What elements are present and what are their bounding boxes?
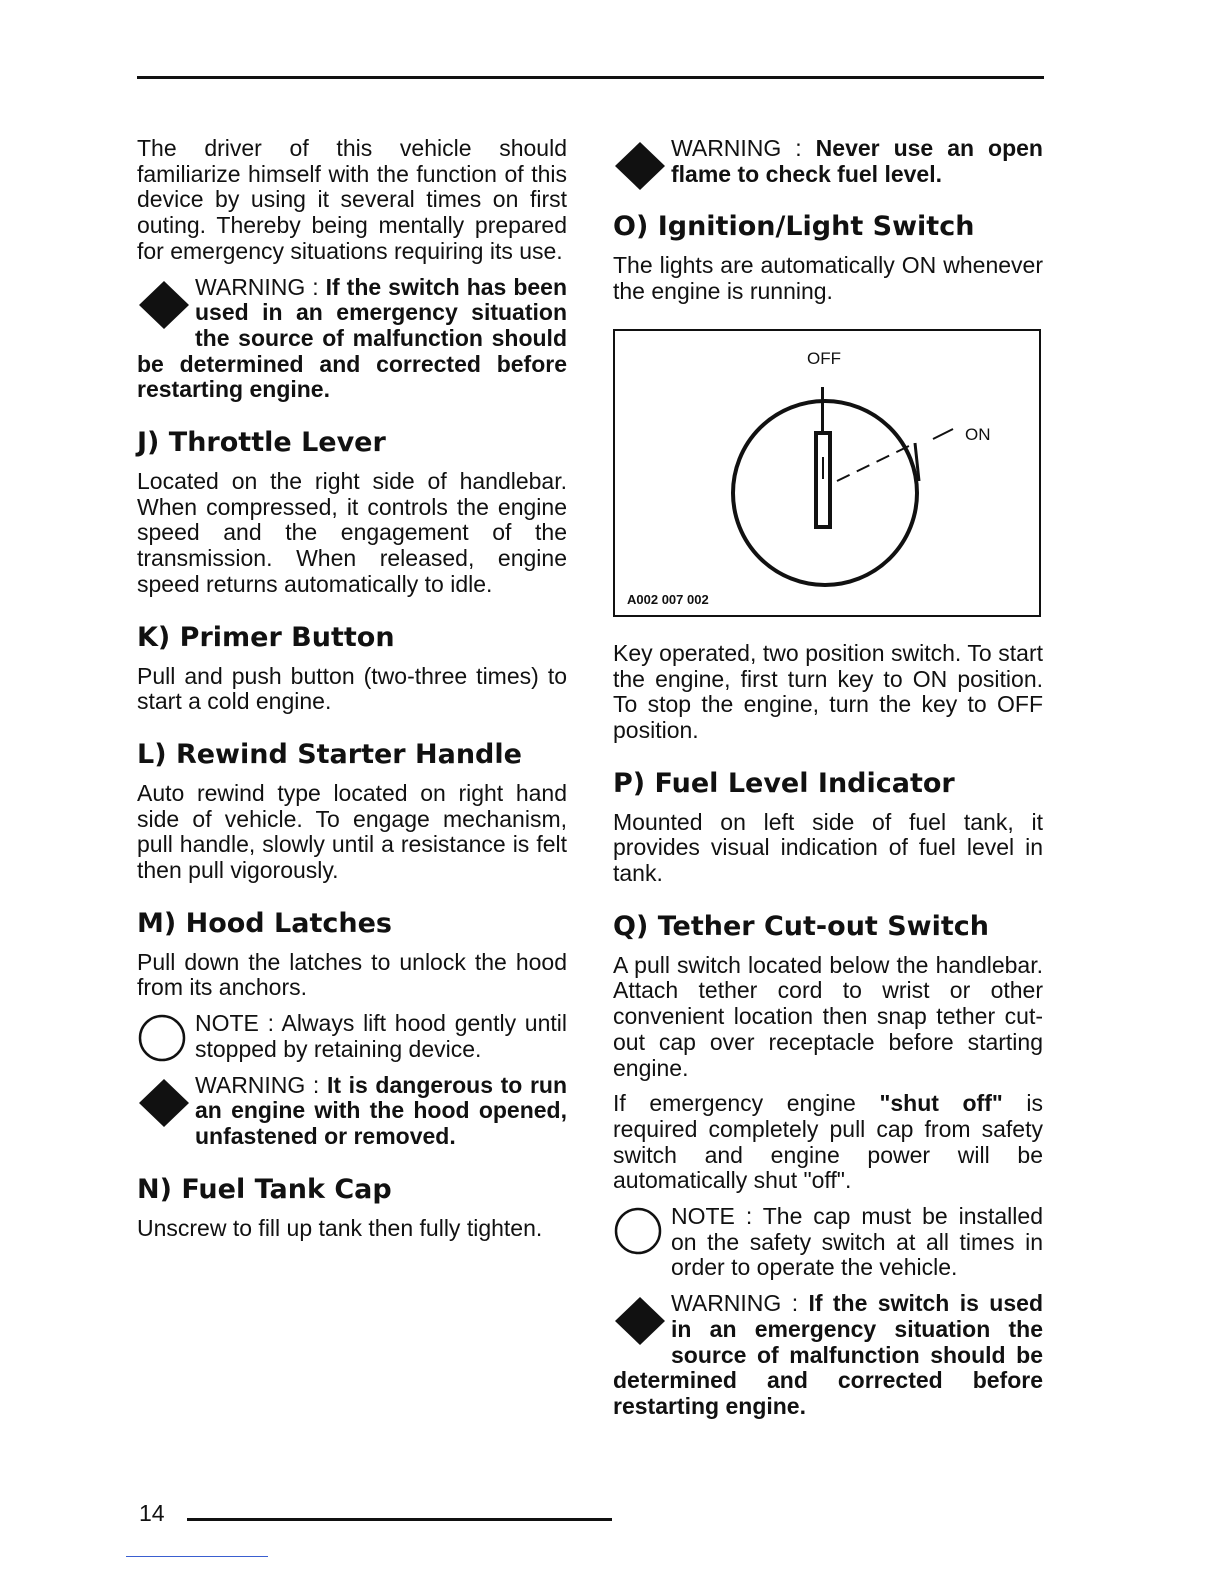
warning-diamond-icon [137, 1077, 191, 1129]
fuel-tank-cap-text: Unscrew to fill up tank then fully tighten. [137, 1214, 543, 1241]
heading-rewind-starter: L) Rewind Starter Handle [137, 738, 522, 770]
note-circle-icon [137, 1013, 187, 1063]
warning-hood [137, 1073, 567, 1150]
intro-paragraph: The driver of this vehicle should familiarize himself with the function of this device by using it several times on first outing. Thereby being mentally prepared for emergency situations requiring its use. [137, 135, 567, 264]
tether-shutoff-text [613, 1091, 1043, 1194]
warning-switch-emergency [613, 1291, 1043, 1420]
primer-button-text: Pull and push button (two-three times) to start a cold engine. [137, 662, 567, 715]
heading-primer-button: K) Primer Button [137, 621, 395, 653]
shutoff-bold: "shut off" [879, 1090, 1003, 1117]
warning-lead: WARNING : [671, 135, 816, 161]
page-number: 14 [139, 1500, 165, 1526]
fuel-level-text: Mounted on left side of fuel tank, it provides visual indication of fuel level in tank. [613, 808, 1043, 887]
warning-text: It is dangerous to run an engine with the hood opened, unfastened or removed. [195, 1071, 568, 1149]
warning-diamond-icon [613, 140, 667, 192]
heading-fuel-level-indicator: P) Fuel Level Indicator [613, 767, 955, 799]
shutoff-post: is required completely pull cap from safety switch and engine power will be automatically shut "off". [613, 1090, 1044, 1194]
figure-code: A002 007 002 [627, 591, 709, 607]
heading-fuel-tank-cap: N) Fuel Tank Cap [137, 1173, 392, 1205]
warning-diamond-icon [137, 279, 191, 331]
on-label: ON [965, 424, 991, 444]
note-text: Always lift hood gently until stopped by retaining device. [195, 1010, 567, 1062]
warning-text: If the switch is used in an emergency situation the source of malfunction should be determined and corrected before restarting engine. [613, 1290, 1043, 1419]
heading-hood-latches: M) Hood Latches [137, 907, 392, 939]
heading-throttle-lever: J) Throttle Lever [137, 427, 386, 459]
warning-lead: WARNING : [195, 1071, 327, 1098]
warning-text: Never use an open flame to check fuel level. [671, 135, 1043, 187]
warning-lead: WARNING : [195, 273, 326, 300]
warning-lead: WARNING : [671, 1290, 809, 1317]
note-hood [137, 1011, 567, 1062]
off-label: OFF [807, 348, 841, 368]
tether-switch-text: A pull switch located below the handlebar. Attach tether cord to wrist or other convenient location then snap tether cut-out cap over receptacle before starting engine. [613, 951, 1043, 1081]
warning-diamond-icon [613, 1295, 667, 1347]
note-cap [613, 1204, 1043, 1281]
note-circle-icon [613, 1206, 663, 1256]
footer-rule [187, 1518, 612, 1521]
shutoff-pre: If emergency engine [613, 1090, 880, 1117]
note-lead: NOTE : [195, 1010, 282, 1037]
header-rule [137, 76, 1044, 79]
throttle-lever-text: Located on the right side of handlebar. When compressed, it controls the engine speed and the engagement of the transmission. When released, engine speed returns automatically to idle. [137, 468, 567, 597]
warning-open-flame [613, 136, 1043, 187]
ignition-switch-text: The lights are automatically ON whenever the engine is running. [613, 252, 1043, 305]
heading-tether-switch: Q) Tether Cut-out Switch [613, 910, 989, 942]
left-column [137, 136, 567, 1241]
link-underline [126, 1556, 268, 1557]
hood-latches-text: Pull down the latches to unlock the hood from its anchors. [137, 948, 567, 1001]
warning-text: If the switch has been used in an emergency situation the source of malfunction should be determined and corrected before restarting engine. [137, 273, 567, 403]
rewind-starter-text: Auto rewind type located on right hand side of vehicle. To engage mechanism, pull handle, slowly until a resistance is felt then pull vigorously. [137, 779, 567, 884]
heading-ignition-switch: O) Ignition/Light Switch [613, 211, 975, 243]
right-column [613, 136, 1043, 1420]
ignition-switch-diagram [615, 331, 1039, 615]
ignition-switch-figure [613, 329, 1041, 617]
warning-switch-used [137, 275, 567, 404]
note-text: The cap must be installed on the safety switch at all times in order to operate the vehicle. [671, 1203, 1043, 1281]
ignition-switch-text-2: Key operated, two position switch. To start the engine, first turn key to ON position. To stop the engine, turn the key to OFF position. [613, 639, 1043, 743]
note-lead: NOTE : [671, 1203, 763, 1230]
